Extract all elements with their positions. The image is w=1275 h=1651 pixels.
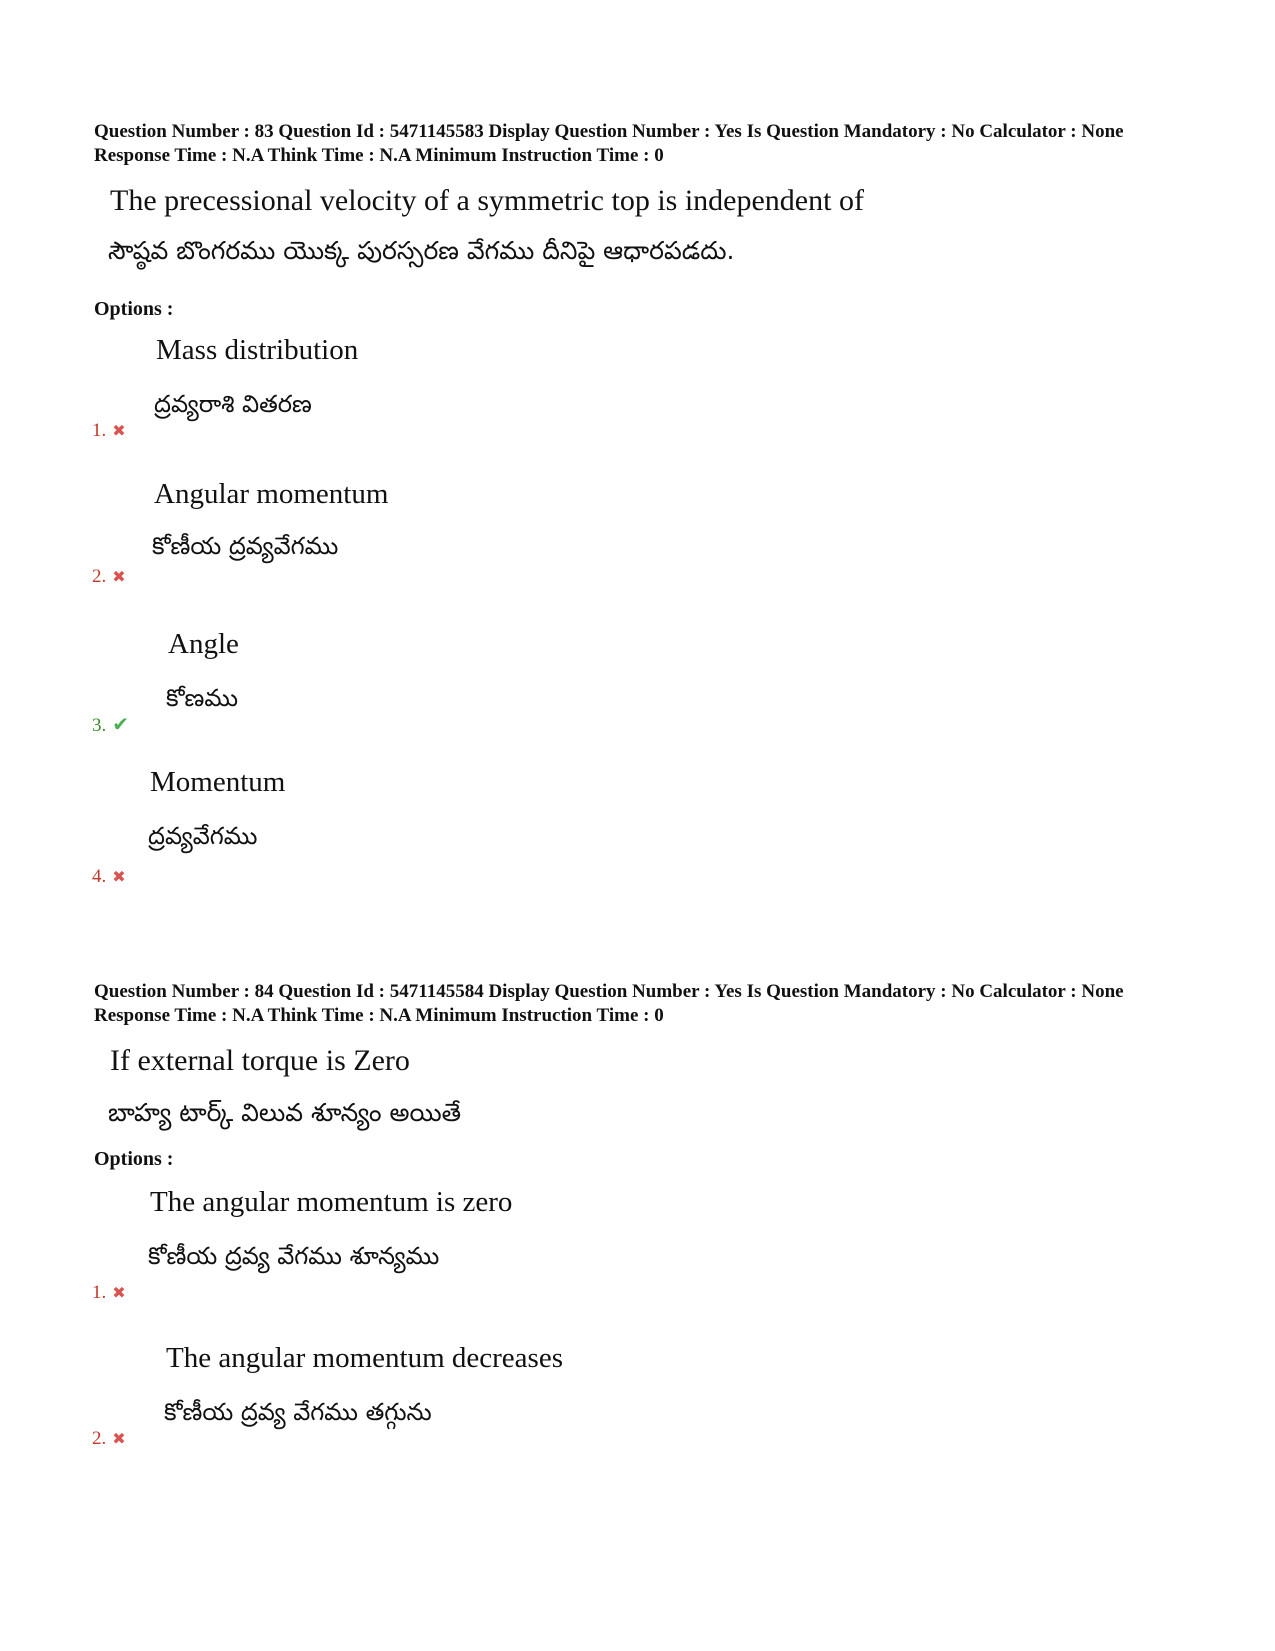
question-84-options-label: Options :: [94, 1148, 174, 1170]
question-83-options-label: Options :: [94, 298, 174, 320]
option-4-text-en: Momentum: [150, 766, 286, 798]
cross-icon: ✖: [112, 423, 126, 440]
option-number-label: 2.: [92, 1428, 107, 1449]
option-2-text-en: Angular momentum: [154, 478, 389, 510]
cross-icon: ✖: [112, 869, 126, 886]
option-1-text-te: ద్రవ్యరాశి వితరణ: [154, 390, 312, 418]
option-4-text-te: ద్రవ్యవేగము: [148, 822, 258, 850]
option-1-text-en: Mass distribution: [156, 334, 359, 366]
option-number-label: 4.: [92, 866, 107, 887]
option-1-text-en: The angular momentum is zero: [150, 1186, 513, 1218]
option-number-label: 2.: [92, 566, 107, 587]
question-84-meta: Question Number : 84 Question Id : 5471145584 Display Question Number : Yes Is Question Mandatory : No Calculator : None Response Time : N.A Think Time : N.A Minimum Instruction Time : 0: [94, 981, 1124, 1026]
cross-icon: ✖: [112, 1285, 126, 1302]
option-2-text-te: కోణీయ ద్రవ్య వేగము తగ్గును: [164, 1398, 432, 1426]
question-83-text-en: The precessional velocity of a symmetric top is independent of: [110, 184, 864, 217]
option-3-text-te: కోణము: [166, 684, 239, 712]
cross-icon: ✖: [112, 569, 126, 586]
question-83-meta: Question Number : 83 Question Id : 5471145583 Display Question Number : Yes Is Question Mandatory : No Calculator : None Response Time : N.A Think Time : N.A Minimum Instruction Time : 0: [94, 121, 1124, 166]
option-2-number: [92, 566, 126, 588]
cross-icon: ✖: [112, 1431, 126, 1448]
option-number-label: 3.: [92, 715, 107, 736]
option-2-text-en: The angular momentum decreases: [166, 1342, 563, 1374]
option-2-number: [92, 1428, 126, 1450]
option-number-label: 1.: [92, 1282, 107, 1303]
question-83-text-te: సౌష్ఠవ బొంగరము యొక్క పురస్సరణ వేగము దీనిపై ఆధారపడదు.: [108, 236, 735, 265]
question-84-text-te: బాహ్య టార్క్ విలువ శూన్యం అయితే: [108, 1098, 462, 1127]
option-1-number: [92, 1282, 126, 1304]
option-1-text-te: కోణీయ ద్రవ్య వేగము శూన్యము: [148, 1242, 440, 1270]
option-3-text-en: Angle: [168, 628, 239, 660]
option-4-number: [92, 866, 126, 888]
option-3-number: [92, 712, 129, 737]
option-2-text-te: కోణీయ ద్రవ్యవేగము: [152, 532, 339, 560]
question-84-text-en: If external torque is Zero: [110, 1044, 410, 1077]
check-icon: ✔: [112, 714, 130, 736]
option-number-label: 1.: [92, 420, 107, 441]
option-1-number: [92, 420, 126, 442]
